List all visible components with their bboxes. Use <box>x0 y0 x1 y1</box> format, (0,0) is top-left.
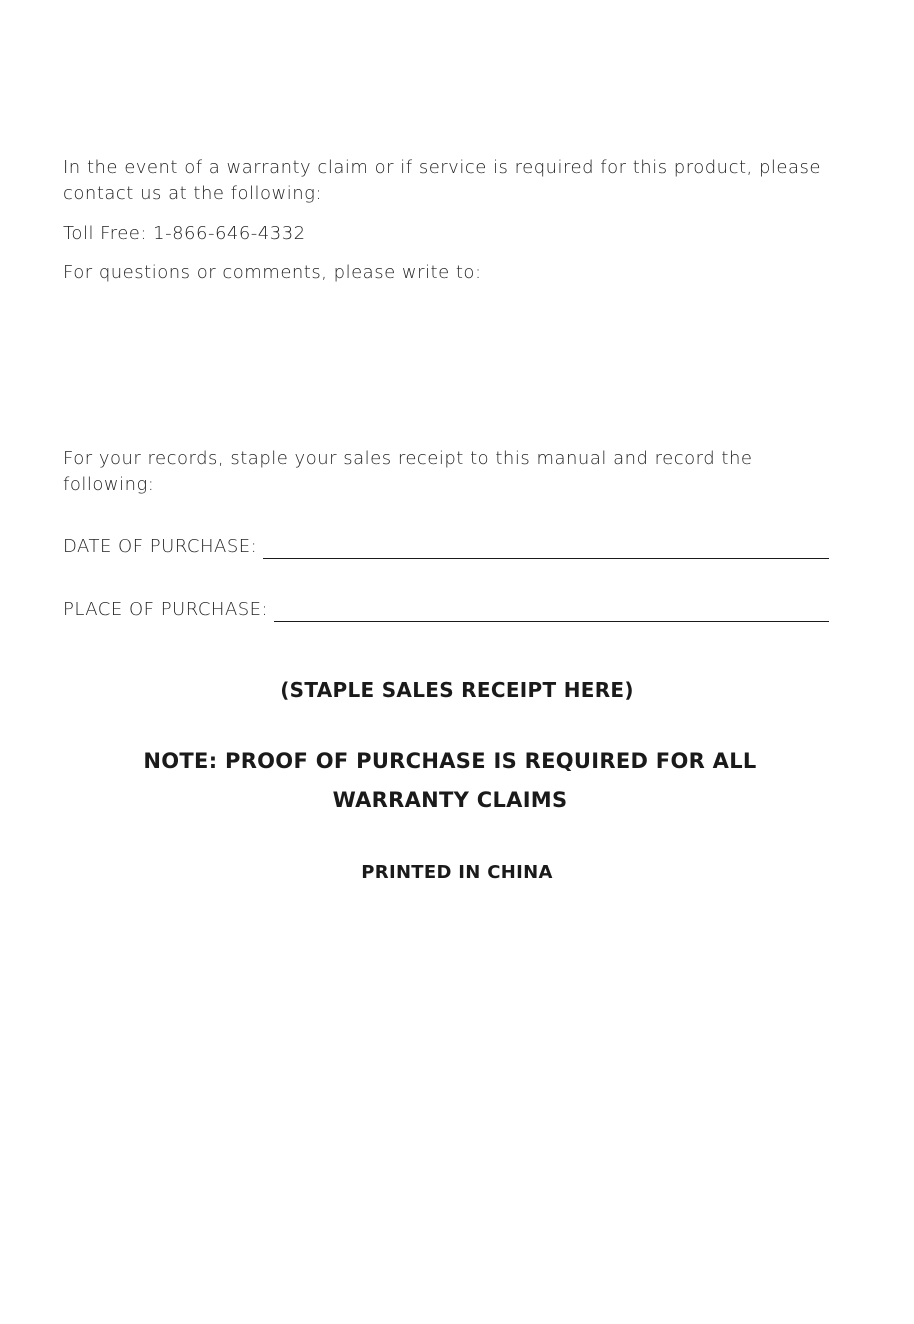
printed-in-label: PRINTED IN CHINA <box>361 862 553 883</box>
place-of-purchase-blank-line <box>274 601 829 622</box>
proof-of-purchase-note: NOTE: PROOF OF PURCHASE IS REQUIRED FOR ALL WARRANTY CLAIMS <box>143 749 757 812</box>
date-of-purchase-label: DATE OF PURCHASE: <box>63 536 258 557</box>
staple-receipt-notice: (STAPLE SALES RECEIPT HERE) <box>280 678 634 702</box>
place-of-purchase-field <box>63 598 829 622</box>
date-of-purchase-blank-line <box>263 538 829 559</box>
place-of-purchase-label: PLACE OF PURCHASE: <box>63 599 269 620</box>
warranty-contact-intro: In the event of a warranty claim or if service is required for this product, please contact us at the following: <box>63 157 821 204</box>
date-of-purchase-field <box>63 535 829 559</box>
questions-text: For questions or comments, please write to: <box>63 262 482 283</box>
records-instructions: For your records, staple your sales receipt to this manual and record the following: <box>63 448 753 495</box>
toll-free-number: Toll Free: 1-866-646-4332 <box>63 223 306 244</box>
